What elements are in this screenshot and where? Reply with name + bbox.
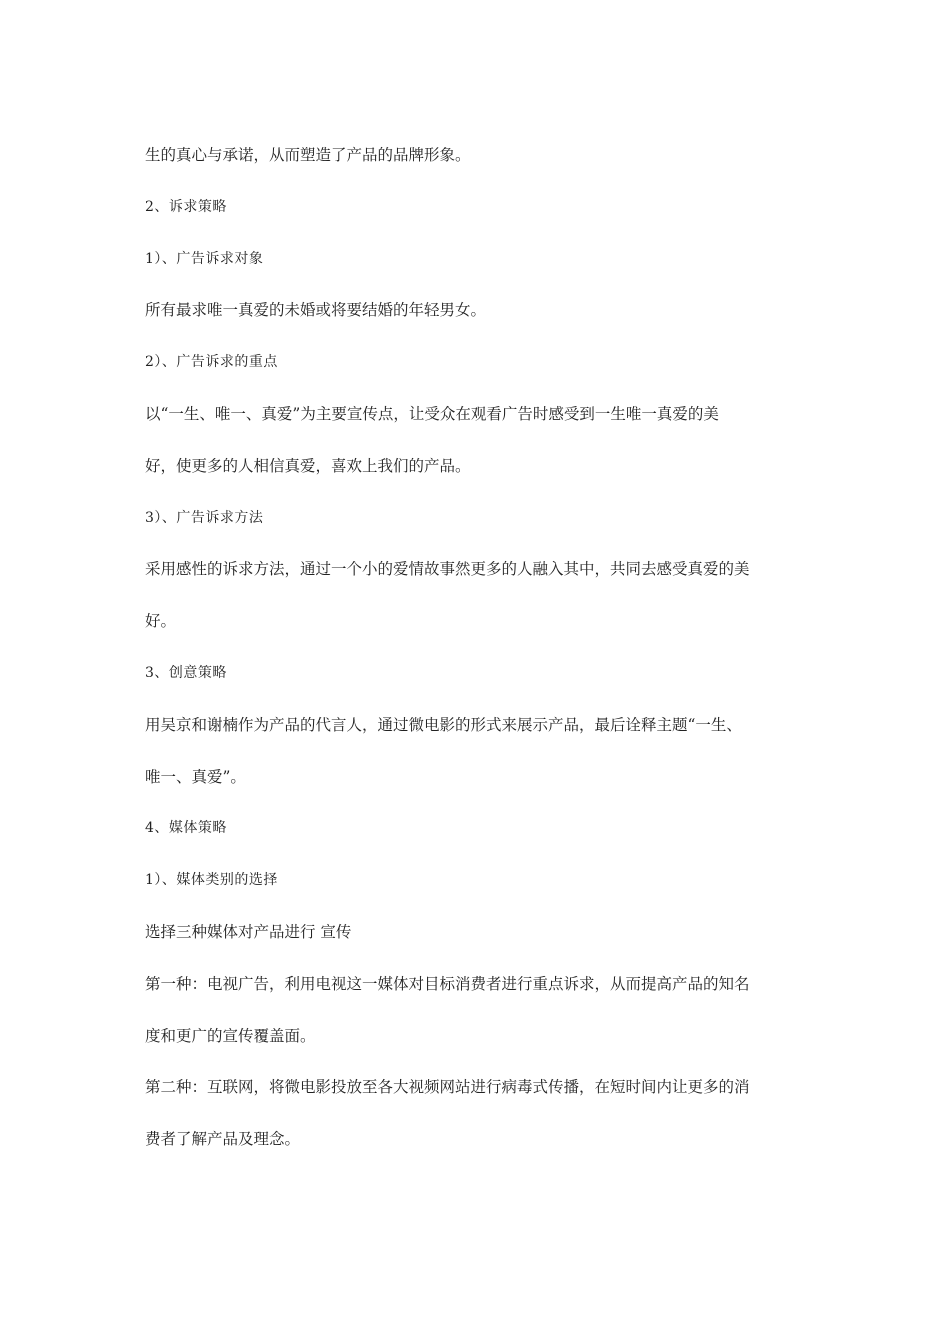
- paragraph-line: 所有最求唯一真爱的未婚或将要结婚的年轻男女。: [145, 301, 487, 320]
- section-heading-media-strategy: 4、媒体策略: [145, 820, 227, 837]
- paragraph-line: 唯一、真爱”。: [145, 767, 246, 786]
- subsection-heading-appeal-focus: 2）、广告诉求的重点: [145, 354, 278, 371]
- subsection-heading-media-selection: 1）、媒体类别的选择: [145, 872, 278, 889]
- paragraph-line: 采用感性的诉求方法，通过一个小的爱情故事然更多的人融入其中，共同去感受真爱的美: [145, 560, 750, 579]
- paragraph-line: 费者了解产品及理念。: [145, 1130, 301, 1149]
- paragraph-line: 以“一生、唯一、真爱”为主要宣传点，让受众在观看广告时感受到一生唯一真爱的美: [145, 404, 719, 423]
- paragraph-line: 度和更广的宣传覆盖面。: [145, 1026, 316, 1045]
- paragraph-line: 第一种：电视广告，利用电视这一媒体对目标消费者进行重点诉求，从而提高产品的知名: [145, 974, 750, 993]
- paragraph-line: 好，使更多的人相信真爱，喜欢上我们的产品。: [145, 456, 471, 475]
- paragraph-line: 好。: [145, 612, 177, 631]
- subsection-heading-appeal-method: 3）、广告诉求方法: [145, 509, 264, 526]
- section-heading-appeal-strategy: 2、诉求策略: [145, 198, 227, 215]
- paragraph-line: 选择三种媒体对产品进行 宣传: [145, 922, 352, 941]
- document-body: [145, 142, 810, 1178]
- subsection-heading-appeal-target: 1）、广告诉求对象: [145, 250, 264, 267]
- paragraph-line: 生的真心与承诺，从而塑造了产品的品牌形象。: [145, 146, 471, 164]
- section-heading-creative-strategy: 3、创意策略: [145, 664, 227, 681]
- paragraph-line: 第二种：互联网，将微电影投放至各大视频网站进行病毒式传播，在短时间内让更多的消: [145, 1078, 750, 1097]
- paragraph-line: 用吴京和谢楠作为产品的代言人，通过微电影的形式来展示产品，最后诠释主题“一生、: [145, 715, 742, 734]
